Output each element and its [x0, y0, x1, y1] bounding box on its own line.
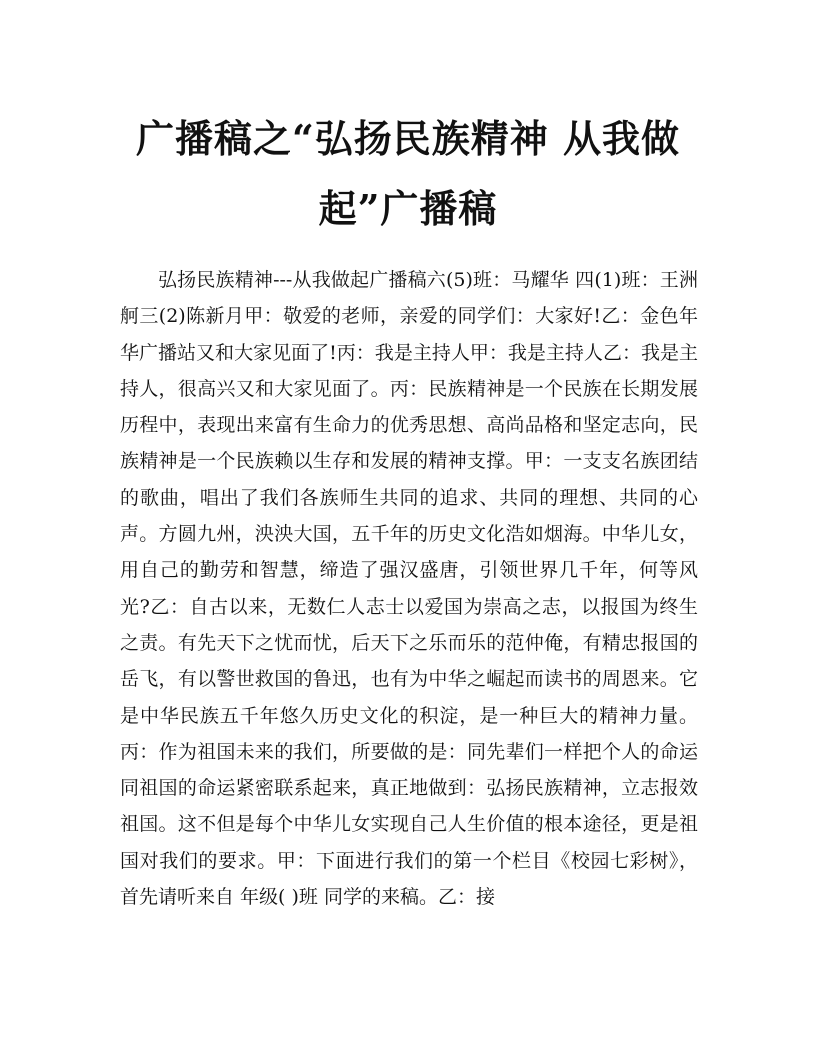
document-body-paragraph: 弘扬民族精神---从我做起广播稿六(5)班：马耀华 四(1)班：王洲舸三(2)陈新月甲：敬爱的老师，亲爱的同学们：大家好!乙：金色年华广播站又和大家见面了!丙：我是主持人甲：我是主持人乙：我是主持人，很高兴又和大家见面了。丙：民族精神是一个民族在长期发展历程中，表现出来富有生命力的优秀思想、高尚品格和坚定志向，民族精神是一个民族赖以生存和发展的精神支撑。甲：一支支名族团结的歌曲，唱出了我们各族师生共同的追求、共同的理想、共同的心声。方圆九州，泱泱大国，五千年的历史文化浩如烟海。中华儿女，用自己的勤劳和智慧，缔造了强汉盛唐，引领世界几千年，何等风光?乙：自古以来，无数仁人志士以爱国为崇高之志，以报国为终生之责。有先天下之忧而忧，后天下之乐而乐的范仲俺，有精忠报国的岳飞，有以警世救国的鲁迅，也有为中华之崛起而读书的周恩来。它是中华民族五千年悠久历史文化的积淀，是一种巨大的精神力量。丙：作为祖国未来的我们，所要做的是：同先辈们一样把个人的命运同祖国的命运紧密联系起来，真正地做到：弘扬民族精神，立志报效祖国。这不但是每个中华儿女实现自己人生价值的根本途径，更是祖国对我们的要求。甲：下面进行我们的第一个栏目《校园七彩树》，首先请听来自 年级( )班 同学的来稿。乙：接: [120, 269, 698, 909]
document-title: 广播稿之“弘扬民族精神 从我做起”广播稿: [135, 116, 681, 231]
